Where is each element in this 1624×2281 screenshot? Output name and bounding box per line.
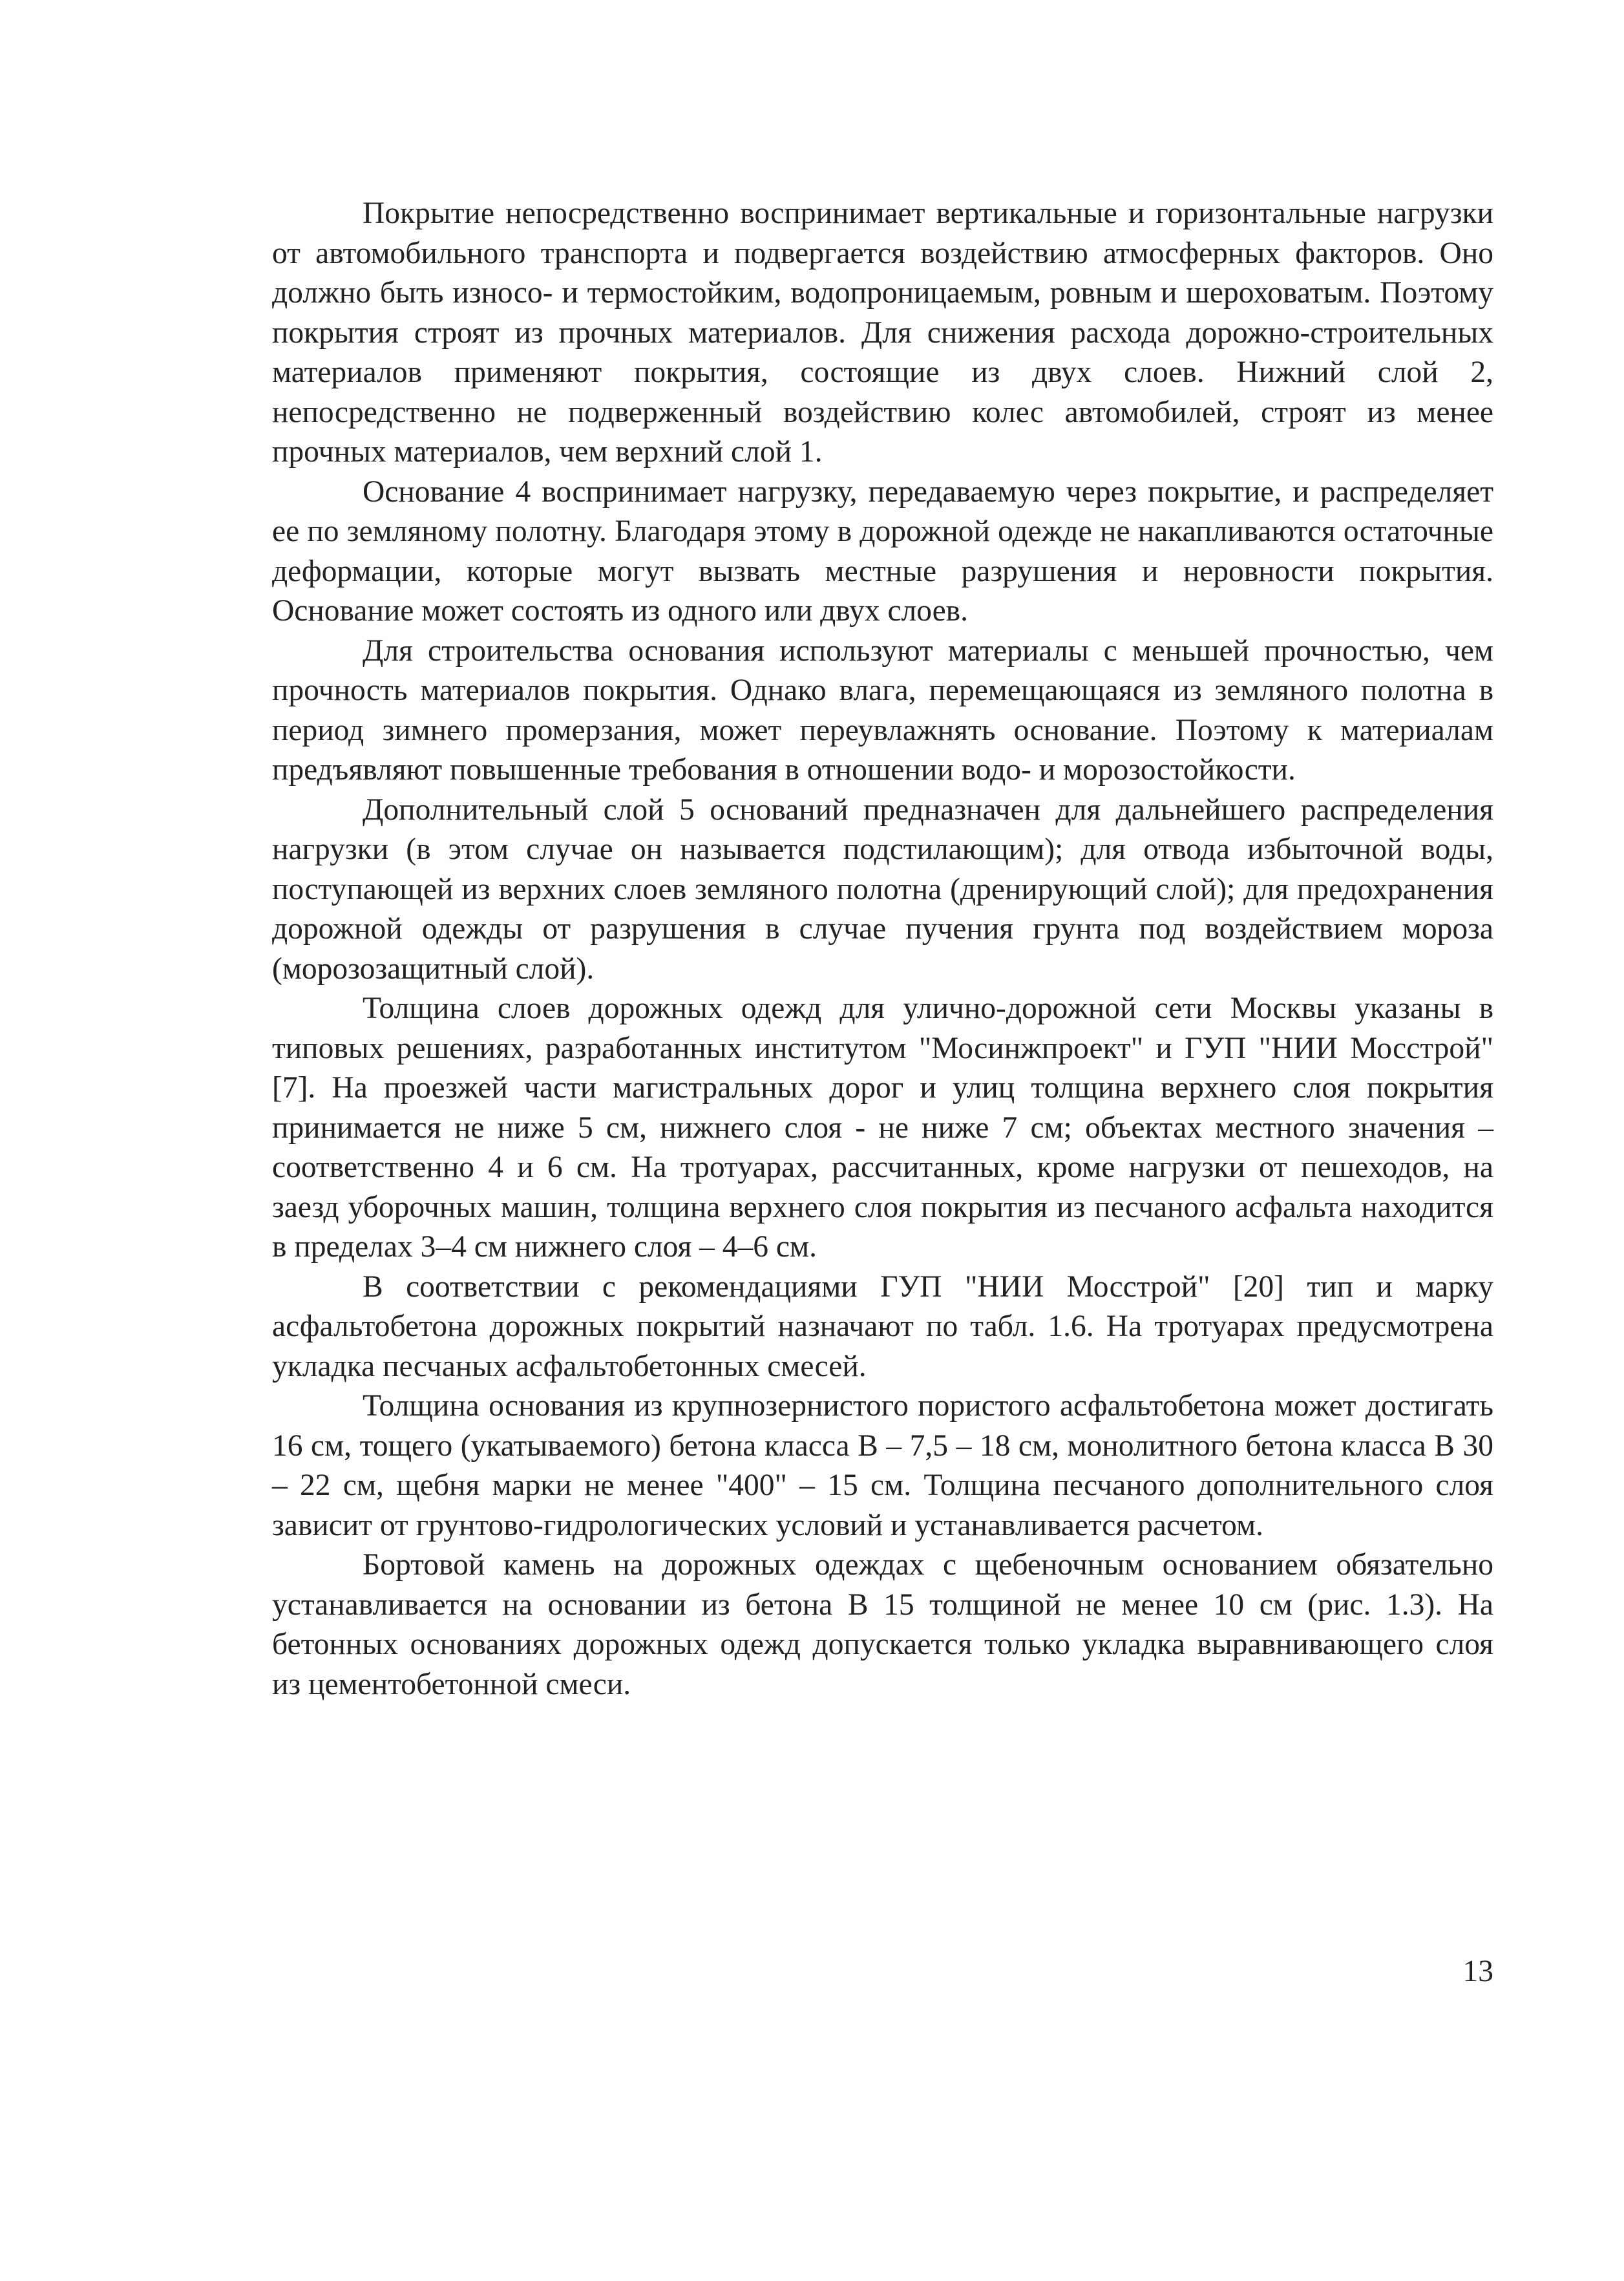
paragraph-layer-thickness: Толщина слоев дорожных одежд для улично-дорожной сети Москвы указаны в типовых решениях, разработанных институтом "Мосинжпроект" и ГУП "НИИ Мосстрой" [7]. На проезжей части магистральных дорог и улиц толщина верхнего слоя покрытия принимается не ниже 5 см, нижнего слоя - не ниже 7 см; объектах местного значения – соответственно 4 и 6 см. На тротуарах, рассчитанных, кроме нагрузки от пешеходов, на заезд уборочных машин, толщина верхнего слоя покрытия из песчаного асфальта находится в пределах 3–4 см нижнего слоя – 4–6 см.: [272, 992, 1493, 1264]
paragraph-base-materials: Для строительства основания используют материалы с меньшей прочностью, чем прочность материалов покрытия. Однако влага, перемещающаяся из земляного полотна в период зимнего промерзания, может переувлажнять основание. Поэтому к материалам предъявляют повышенные требования в отношении водо- и морозостойкости.: [272, 633, 1493, 787]
paragraph-base: Основание 4 воспринимает нагрузку, передаваемую через покрытие, и распределяет ее по земляному полотну. Благодаря этому в дорожной одежде не накапливаются остаточные деформации, которые могут вызвать местные разрушения и неровности покрытия. Основание может состоять из одного или двух слоев.: [272, 474, 1493, 628]
paragraph-surface: Покрытие непосредственно воспринимает вертикальные и горизонтальные нагрузки от автомобильного транспорта и подвергается воздействию атмосферных факторов. Оно должно быть износо- и термостойким, водопроницаемым, ровным и шероховатым. Поэтому покрытия строят из прочных материалов. Для снижения расхода дорожно-строительных материалов применяют покрытия, состоящие из двух слоев. Нижний слой 2, непосредственно не подверженный воздействию колес автомобилей, строят из менее прочных материалов, чем верхний слой 1.: [272, 196, 1493, 469]
body-text: [272, 194, 1493, 1704]
page-number: 13: [1462, 1955, 1493, 1988]
paragraph-additional-layer: Дополнительный слой 5 оснований предназначен для дальнейшего распределения нагрузки (в этом случае он называется подстилающим); для отвода избыточной воды, поступающей из верхних слоев земляного полотна (дренирующий слой); для предохранения дорожной одежды от разрушения в случае пучения грунта под воздействием мороза (морозозащитный слой).: [272, 792, 1493, 986]
paragraph-asphalt-type: В соответствии с рекомендациями ГУП "НИИ Мосстрой" [20] тип и марку асфальтобетона дорожных покрытий назначают по табл. 1.6. На тротуарах предусмотрена укладка песчаных асфальтобетонных смесей.: [272, 1269, 1493, 1383]
paragraph-curb-stone: Бортовой камень на дорожных одеждах с щебеночным основанием обязательно устанавливается на основании из бетона В 15 толщиной не менее 10 см (рис. 1.3). На бетонных основаниях дорожных одежд допускается только укладка выравнивающего слоя из цементобетонной смеси.: [272, 1548, 1493, 1701]
paragraph-base-thickness: Толщина основания из крупнозернистого пористого асфальтобетона может достигать 16 см, тощего (укатываемого) бетона класса В – 7,5 – 18 см, монолитного бетона класса В 30 – 22 см, щебня марки не менее "400" – 15 см. Толщина песчаного дополнительного слоя зависит от грунтово-гидрологических условий и устанавливается расчетом.: [272, 1389, 1493, 1542]
